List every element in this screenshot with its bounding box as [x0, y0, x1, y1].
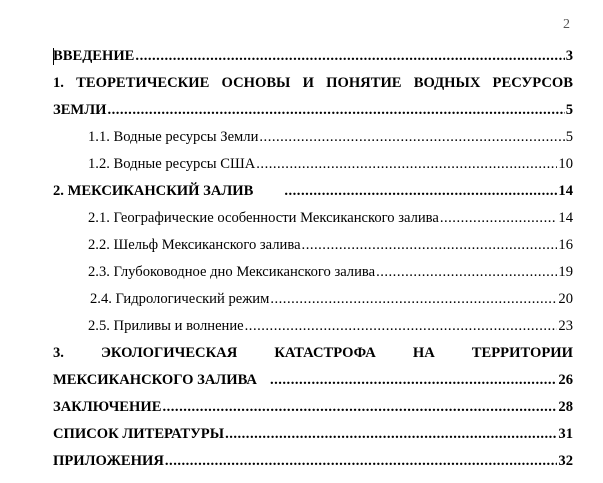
toc-word: ПОНЯТИЕ [326, 75, 402, 91]
toc-entry-conclusion[interactable] [53, 399, 573, 419]
toc-entry-1-2[interactable] [88, 156, 573, 176]
toc-entry-2-5[interactable] [88, 318, 573, 338]
dot-leader [162, 399, 557, 416]
toc-entry-section2[interactable] [53, 183, 573, 203]
toc-entry-2-1[interactable] [88, 210, 573, 230]
toc-word: И [302, 75, 314, 91]
toc-title: СПИСОК ЛИТЕРАТУРЫ [53, 426, 225, 442]
toc-title: 1.2. Водные ресурсы США [88, 156, 256, 172]
toc-word: ВОДНЫХ [413, 75, 481, 91]
dot-leader [245, 318, 558, 335]
toc-title: МЕКСИКАНСКОГО ЗАЛИВА [53, 372, 257, 388]
toc-entry-2-3[interactable] [88, 264, 573, 284]
dot-leader [270, 291, 557, 308]
toc-word: 3. [53, 345, 64, 361]
dot-leader [259, 129, 564, 146]
toc-page: 19 [558, 264, 573, 280]
toc-title: 2.5. Приливы и волнение [88, 318, 244, 334]
toc-page: 31 [558, 426, 573, 442]
toc-word: ТЕОРЕТИЧЕСКИЕ [76, 75, 210, 91]
toc-title: ЗАКЛЮЧЕНИЕ [53, 399, 162, 415]
toc-page: 10 [558, 156, 573, 172]
toc-word: НА [412, 345, 435, 361]
toc-page: 16 [558, 237, 573, 253]
toc-page: 28 [558, 399, 573, 415]
toc-entry-section3-line2[interactable] [53, 372, 573, 392]
toc-title: 2.4. Гидрологический режим [90, 291, 270, 307]
toc-title: 2.2. Шельф Мексиканского залива [88, 237, 301, 253]
toc-entry-section1-line2[interactable] [53, 102, 573, 122]
toc-entry-section3-line1[interactable] [53, 345, 573, 365]
dot-leader [270, 372, 557, 389]
toc-entry-intro[interactable] [53, 48, 573, 68]
toc-entry-1-1[interactable] [88, 129, 573, 149]
dot-leader [107, 102, 564, 119]
toc-page: 5 [565, 129, 573, 145]
toc-title: 2.1. Географические особенности Мексиканского залива [88, 210, 439, 226]
dot-leader [256, 156, 557, 173]
toc-word: РЕСУРСОВ [492, 75, 573, 91]
toc-title: ПРИЛОЖЕНИЯ [53, 453, 164, 469]
dot-leader [302, 237, 558, 254]
toc-page: 23 [558, 318, 573, 334]
toc-page: 5 [565, 102, 573, 118]
toc-page: 32 [558, 453, 573, 469]
toc-entry-references[interactable] [53, 426, 573, 446]
dot-leader [440, 210, 558, 227]
toc-word: ОСНОВЫ [221, 75, 291, 91]
page-number: 2 [563, 17, 570, 32]
toc-page: 14 [558, 210, 573, 226]
toc-entry-appendices[interactable] [53, 453, 573, 473]
toc-title: 2.3. Глубоководное дно Мексиканского залива [88, 264, 376, 280]
dot-leader [225, 426, 557, 443]
toc-entry-2-2[interactable] [88, 237, 573, 257]
toc-page: 26 [558, 372, 573, 388]
toc-page: 14 [558, 183, 573, 199]
dot-leader [135, 48, 564, 65]
toc-page: 3 [565, 48, 573, 64]
toc-title: 1.1. Водные ресурсы Земли [88, 129, 259, 145]
toc-page: 20 [558, 291, 573, 307]
toc-word: 1. [53, 75, 64, 91]
toc-entry-2-4[interactable] [90, 291, 573, 311]
dot-leader [376, 264, 557, 281]
toc-word: ЭКОЛОГИЧЕСКАЯ [101, 345, 238, 361]
toc-entry-section1-line1[interactable] [53, 75, 573, 95]
dot-leader [284, 183, 557, 200]
dot-leader [165, 453, 558, 470]
toc-title: 2. МЕКСИКАНСКИЙ ЗАЛИВ [53, 183, 254, 199]
toc-word: КАТАСТРОФА [274, 345, 376, 361]
toc-title: ВВЕДЕНИЕ [53, 48, 135, 64]
toc-title: ЗЕМЛИ [53, 102, 107, 118]
toc-word: ТЕРРИТОРИИ [471, 345, 573, 361]
